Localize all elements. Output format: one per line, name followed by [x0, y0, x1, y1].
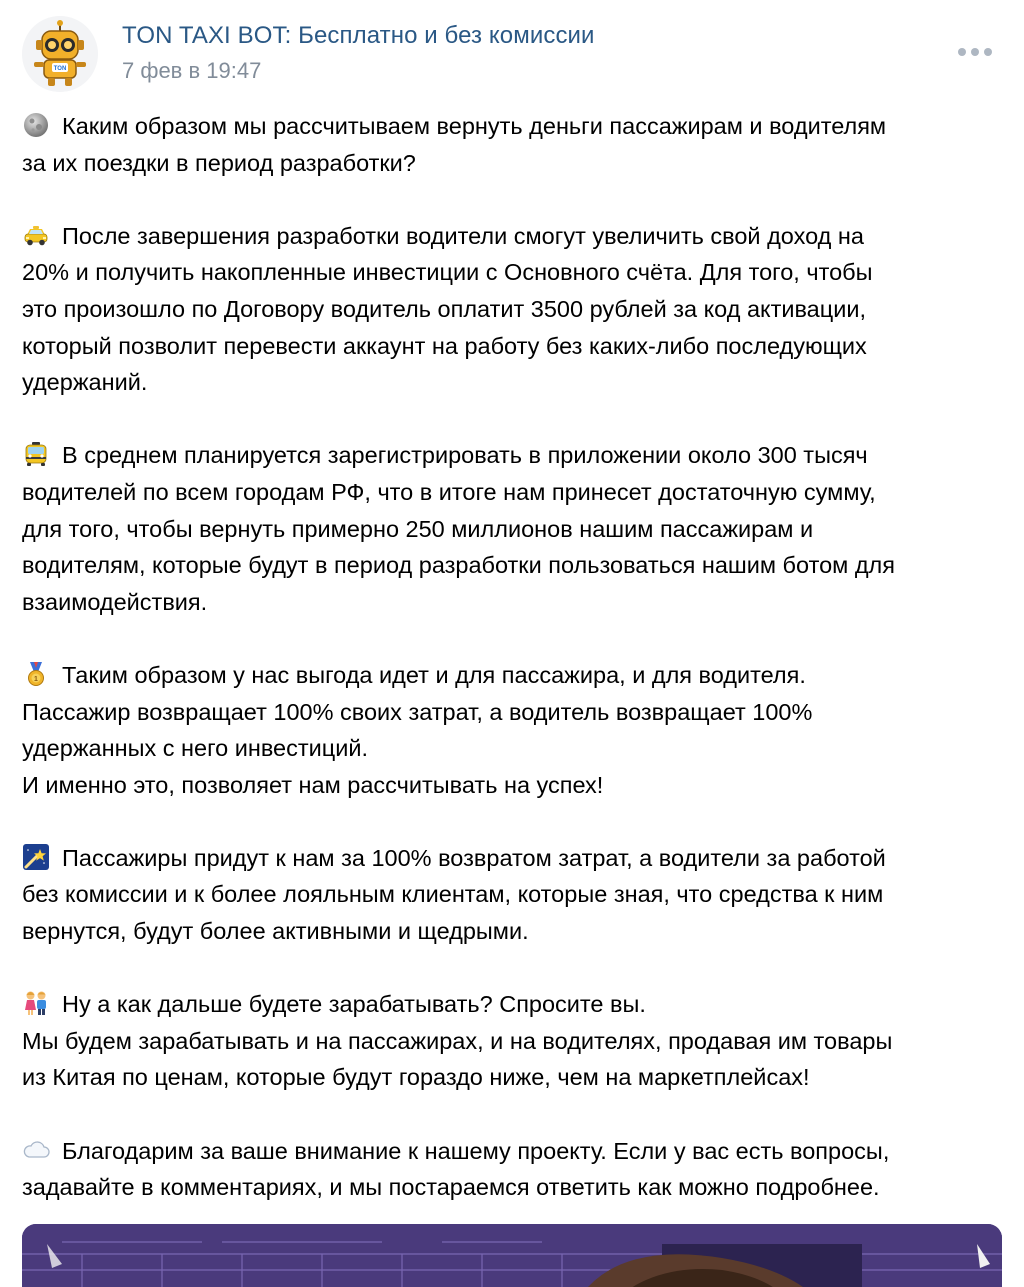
- line-text: Пассажиры придут к нам за 100% возвратом затрат, а водители за работой: [62, 844, 886, 871]
- line-text: Таким образом у нас выгода идет и для пассажира, и для водителя.: [62, 661, 806, 688]
- text-line: [22, 657, 1012, 694]
- text-line: который позволит перевести аккаунт на работу без каких-либо последующих: [22, 332, 867, 359]
- line-text: В среднем планируется зарегистрировать в приложении около 300 тысяч: [62, 442, 868, 469]
- moon-icon: [22, 111, 50, 139]
- text-line: из Китая по ценам, которые будут гораздо ниже, чем на маркетплейсах!: [22, 1064, 810, 1091]
- avatar[interactable]: [22, 16, 98, 92]
- more-dot: [958, 48, 966, 56]
- post-date[interactable]: 7 фев в 19:47: [122, 58, 262, 83]
- cloud-icon: [22, 1136, 50, 1164]
- paragraph-7: [22, 1133, 1012, 1206]
- text-line: [22, 218, 1012, 255]
- text-line: [22, 840, 1012, 877]
- text-line: [22, 986, 1012, 1023]
- text-line: Мы будем зарабатывать и на пассажирах, и на водителях, продавая им товары: [22, 1027, 893, 1054]
- text-line: И именно это, позволяет нам рассчитывать на успех!: [22, 771, 604, 798]
- text-line: это произошло по Договору водитель оплатит 3500 рублей за код активации,: [22, 295, 866, 322]
- post-header: [22, 16, 1002, 92]
- text-line: [22, 437, 1012, 474]
- line-text: Ну а как дальше будете зарабатывать? Спросите вы.: [62, 991, 646, 1018]
- medal-icon: [22, 660, 50, 688]
- paragraph-3: [22, 437, 1012, 620]
- couple-icon: [22, 989, 50, 1017]
- more-horizontal-icon[interactable]: [958, 40, 992, 64]
- paragraph-6: [22, 986, 1012, 1096]
- post-image[interactable]: [22, 1224, 1002, 1287]
- paragraph-4: [22, 657, 1012, 803]
- line-text: После завершения разработки водители смогут увеличить свой доход на: [62, 222, 864, 249]
- robot-taxi-icon: [22, 16, 98, 92]
- shooting-star-icon: [22, 843, 50, 871]
- text-line: взаимодействия.: [22, 588, 208, 615]
- paragraph-1: [22, 108, 1012, 181]
- text-line: удержанных с него инвестиций.: [22, 735, 368, 762]
- text-line: удержаний.: [22, 369, 148, 396]
- author-name[interactable]: TON TAXI BOT: Бесплатно и без комиссии: [122, 22, 595, 49]
- svg-text:1: 1: [34, 675, 38, 683]
- paragraph-5: [22, 840, 1012, 950]
- oncoming-taxi-icon: [22, 440, 50, 468]
- paragraph-2: [22, 218, 1012, 401]
- taxi-car-icon: [22, 221, 50, 249]
- line-text: Благодарим за ваше внимание к нашему проекту. Если у вас есть вопросы,: [62, 1137, 890, 1164]
- more-dot: [971, 48, 979, 56]
- svg-text:TON: TON: [53, 66, 67, 72]
- text-line: задавайте в комментариях, и мы постараемся ответить как можно подробнее.: [22, 1174, 880, 1201]
- text-line: [22, 1133, 1012, 1170]
- line-text: Каким образом мы рассчитываем вернуть деньги пассажирам и водителям: [62, 113, 887, 139]
- text-line: за их поездки в период разработки?: [22, 149, 416, 176]
- more-dot: [984, 48, 992, 56]
- text-line: для того, чтобы вернуть примерно 250 миллионов нашим пассажирам и: [22, 515, 814, 542]
- text-line: 20% и получить накопленные инвестиции с Основного счёта. Для того, чтобы: [22, 259, 873, 286]
- text-line: водителям, которые будут в период разработки пользоваться нашим ботом для: [22, 552, 895, 579]
- text-line: Пассажир возвращает 100% своих затрат, а водитель возвращает 100%: [22, 698, 813, 725]
- post-text: [22, 108, 1012, 1242]
- text-line: водителей по всем городам РФ, что в итоге нам принесет достаточную сумму,: [22, 478, 876, 505]
- text-line: вернутся, будут более активными и щедрыми.: [22, 918, 529, 945]
- text-line: [22, 108, 1012, 145]
- text-line: без комиссии и к более лояльным клиентам, которые зная, что средства к ним: [22, 881, 884, 908]
